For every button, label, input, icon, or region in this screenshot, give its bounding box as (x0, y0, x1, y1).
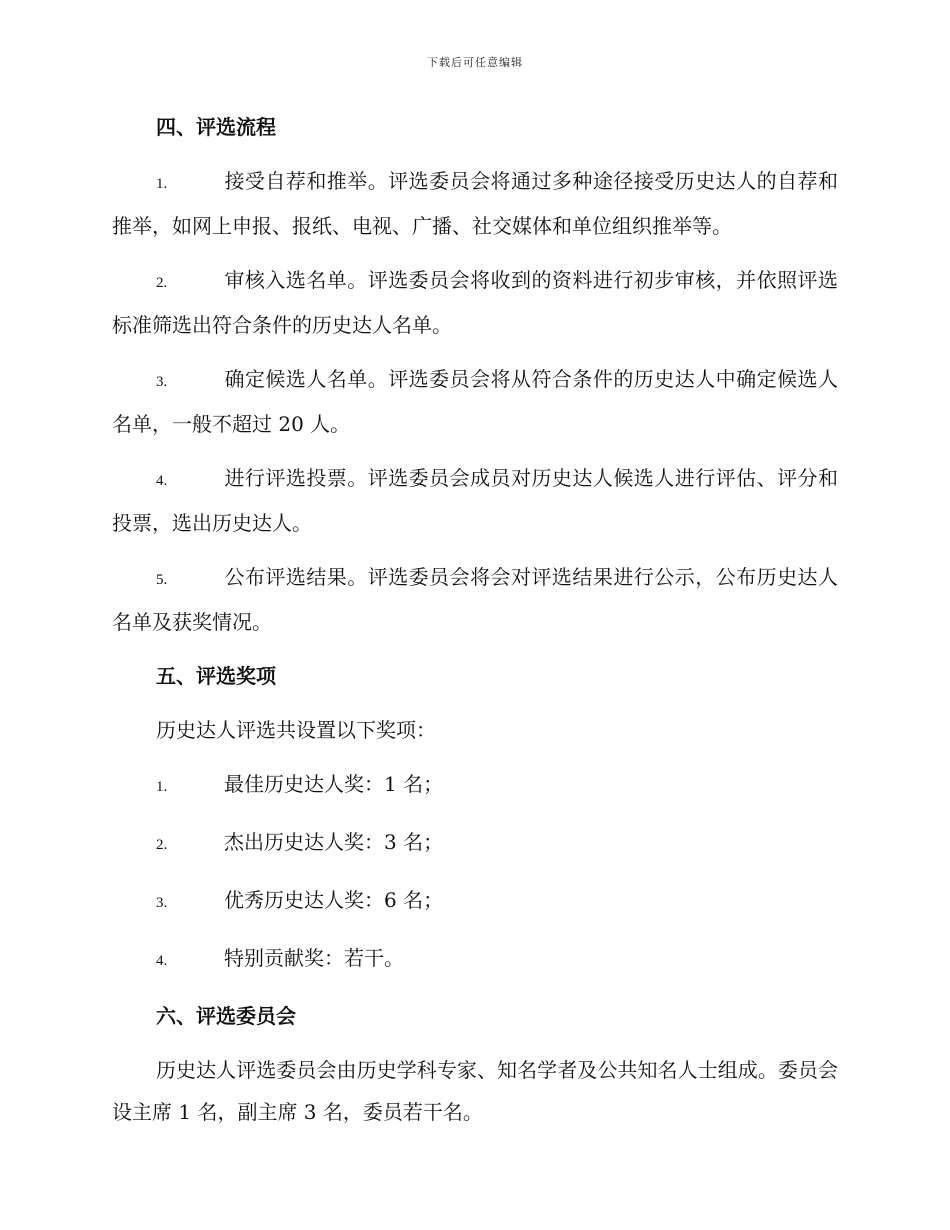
list-item (112, 259, 838, 346)
list-number: 1. (156, 779, 168, 795)
list-number: 1. (156, 176, 168, 192)
list-text: 杰出历史达人奖：3 名； (224, 830, 444, 854)
list-number: 3. (156, 374, 168, 390)
list-item (112, 556, 838, 643)
page-header: 下载后可任意编辑 (427, 56, 523, 69)
award-item (112, 821, 838, 866)
list-number: 5. (156, 572, 168, 588)
list-number: 2. (156, 275, 168, 291)
list-number: 4. (156, 953, 168, 969)
section-title-awards: 五、评选奖项 (156, 664, 276, 688)
list-text: 确定候选人名单。评选委员会将从符合条件的历史达人中确定候选人名单，一般不超过 20 人。 (112, 367, 838, 436)
award-item (112, 763, 838, 808)
awards-intro: 历史达人评选共设置以下奖项： (156, 718, 436, 742)
list-number: 4. (156, 473, 168, 489)
list-text: 接受自荐和推举。评选委员会将通过多种途径接受历史达人的自荐和推举，如网上申报、报纸、电视、广播、社交媒体和单位组织推举等。 (112, 169, 838, 238)
section-title-process: 四、评选流程 (156, 115, 276, 139)
document-body (112, 106, 838, 1145)
list-item (112, 457, 838, 544)
list-item (112, 160, 838, 247)
award-item (112, 937, 838, 982)
section-title-committee: 六、评选委员会 (156, 1004, 296, 1028)
list-number: 3. (156, 895, 168, 911)
list-text: 最佳历史达人奖：1 名； (224, 772, 444, 796)
list-text: 公布评选结果。评选委员会将会对评选结果进行公示，公布历史达人名单及获奖情况。 (112, 565, 838, 634)
list-item (112, 358, 838, 445)
list-number: 2. (156, 837, 168, 853)
list-text: 优秀历史达人奖：6 名； (224, 888, 444, 912)
list-text: 审核入选名单。评选委员会将收到的资料进行初步审核，并依照评选标准筛选出符合条件的历史达人名单。 (112, 268, 838, 337)
list-text: 进行评选投票。评选委员会成员对历史达人候选人进行评估、评分和投票，选出历史达人。 (112, 466, 838, 535)
award-item (112, 879, 838, 924)
committee-paragraph: 历史达人评选委员会由历史学科专家、知名学者及公共知名人士组成。委员会设主席 1 名，副主席 3 名，委员若干名。 (112, 1058, 838, 1124)
list-text: 特别贡献奖：若干。 (224, 946, 404, 970)
